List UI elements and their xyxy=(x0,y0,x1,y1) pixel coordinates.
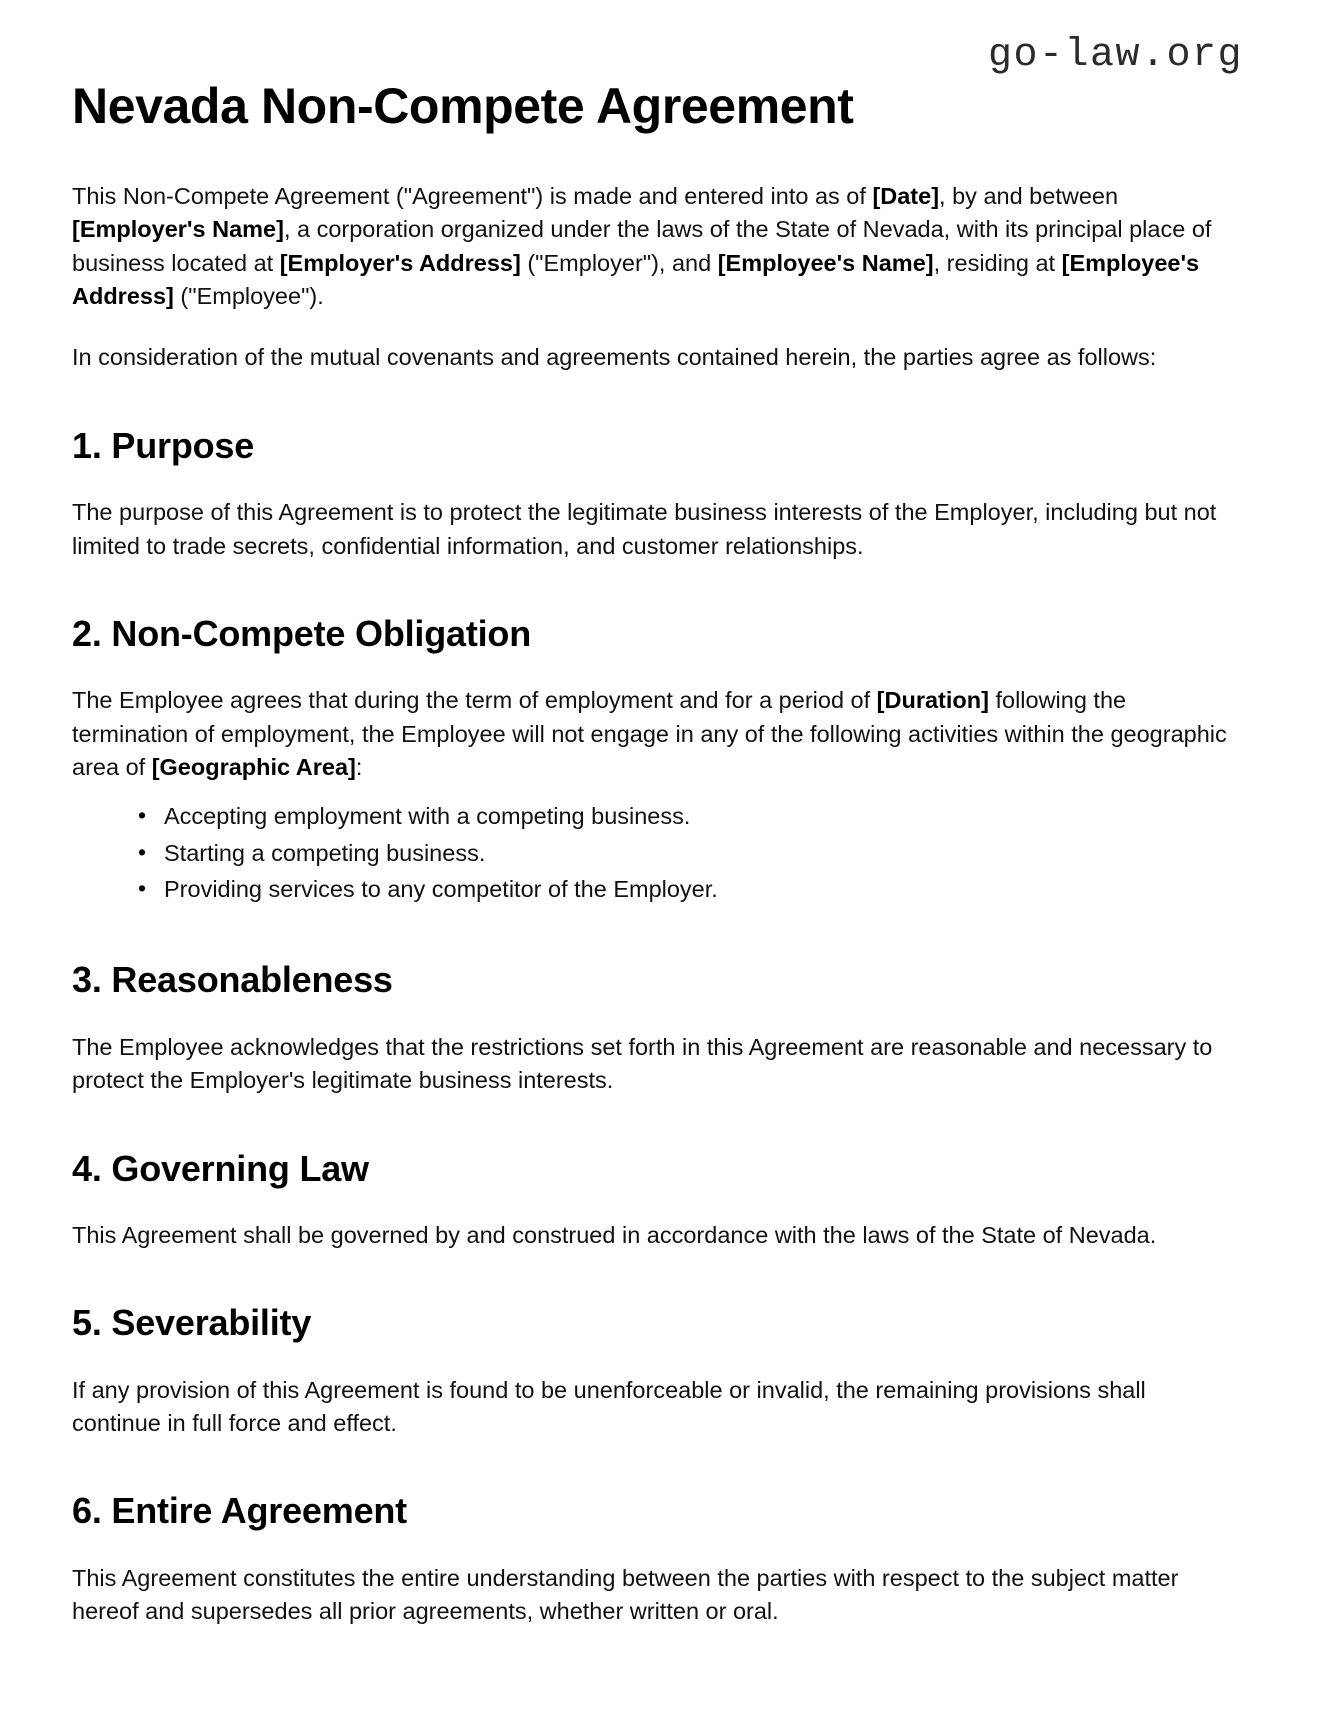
section-heading-severability: 5. Severability xyxy=(72,1302,312,1344)
spacer xyxy=(72,1532,1241,1562)
spacer xyxy=(72,1189,1241,1219)
placeholder-geographic-area: [Geographic Area] xyxy=(151,754,356,781)
spacer xyxy=(72,466,1241,496)
placeholder-duration: [Duration] xyxy=(876,687,989,714)
preamble-paragraph-2: In consideration of the mutual covenants and agreements contained herein, the parties agree as follows: xyxy=(72,344,1157,371)
spacer xyxy=(72,134,1241,180)
list-item: • Providing services to any competitor of the Employer. xyxy=(138,873,1241,906)
spacer xyxy=(72,909,1241,959)
restricted-activities-list xyxy=(72,800,1241,906)
spacer xyxy=(72,1344,1241,1374)
section-heading-reasonableness: 3. Reasonableness xyxy=(72,959,393,1001)
placeholder-employer-address: [Employer's Address] xyxy=(279,249,521,276)
list-item: • Accepting employment with a competing business. xyxy=(138,800,1241,833)
spacer xyxy=(72,1001,1241,1031)
preamble-text-5: , residing at xyxy=(933,249,1062,276)
section-body-severability: If any provision of this Agreement is found to be unenforceable or invalid, the remaining provisions shall continue in full force and effect. xyxy=(72,1376,1146,1437)
section-heading-non-compete-obligation: 2. Non-Compete Obligation xyxy=(72,612,531,654)
preamble-text-1: This Non-Compete Agreement ("Agreement") is made and entered into as of xyxy=(72,183,873,209)
list-item: • Starting a competing business. xyxy=(138,837,1241,870)
preamble-text-3: , a corporation organized under the laws of the State of Nevada, with its principal place of business located at xyxy=(72,216,1212,276)
obligation-text-3: : xyxy=(355,754,363,781)
spacer xyxy=(72,784,1241,800)
obligation-text-1: The Employee agrees that during the term of employment and for a period of xyxy=(72,687,877,714)
spacer xyxy=(72,375,1241,425)
page-title: Nevada Non-Compete Agreement xyxy=(72,78,854,134)
section-body-purpose: The purpose of this Agreement is to protect the legitimate business interests of the Employer, including but not limited to trade secrets, confidential information, and customer relationships. xyxy=(72,499,1217,559)
spacer xyxy=(72,1440,1241,1490)
placeholder-employer-name: [Employer's Name] xyxy=(72,216,284,243)
spacer xyxy=(72,1098,1241,1148)
section-heading-governing-law: 4. Governing Law xyxy=(72,1147,369,1189)
spacer xyxy=(72,1252,1241,1302)
placeholder-employee-name: [Employee's Name] xyxy=(717,249,934,276)
section-body-non-compete-obligation xyxy=(72,684,1241,784)
spacer xyxy=(72,313,1241,341)
spacer xyxy=(72,654,1241,684)
obligation-text-2: following the termination of employment, the Employee will not engage in any of the following activities within the geographic area of xyxy=(72,687,1227,781)
section-heading-purpose: 1. Purpose xyxy=(72,424,255,466)
placeholder-date: [Date] xyxy=(872,183,940,209)
section-heading-entire-agreement: 6. Entire Agreement xyxy=(72,1490,407,1532)
preamble-paragraph-1 xyxy=(72,180,1241,313)
section-body-reasonableness: The Employee acknowledges that the restrictions set forth in this Agreement are reasonable and necessary to protect the Employer's legitimate business interests. xyxy=(72,1033,1213,1094)
placeholder-employee-address: [Employee's Address] xyxy=(72,249,1200,310)
preamble-text-4: ("Employer"), and xyxy=(520,249,718,276)
preamble-text-2: , by and between xyxy=(939,183,1119,209)
site-watermark: go-law.org xyxy=(987,33,1243,78)
preamble-text-6: ("Employee"). xyxy=(173,283,324,310)
section-body-governing-law: This Agreement shall be governed by and construed in accordance with the laws of the State of Nevada. xyxy=(72,1221,1157,1248)
spacer xyxy=(72,563,1241,613)
section-body-entire-agreement: This Agreement constitutes the entire understanding between the parties with respect to the subject matter hereof and supersedes all prior agreements, whether written or oral. xyxy=(72,1564,1179,1625)
